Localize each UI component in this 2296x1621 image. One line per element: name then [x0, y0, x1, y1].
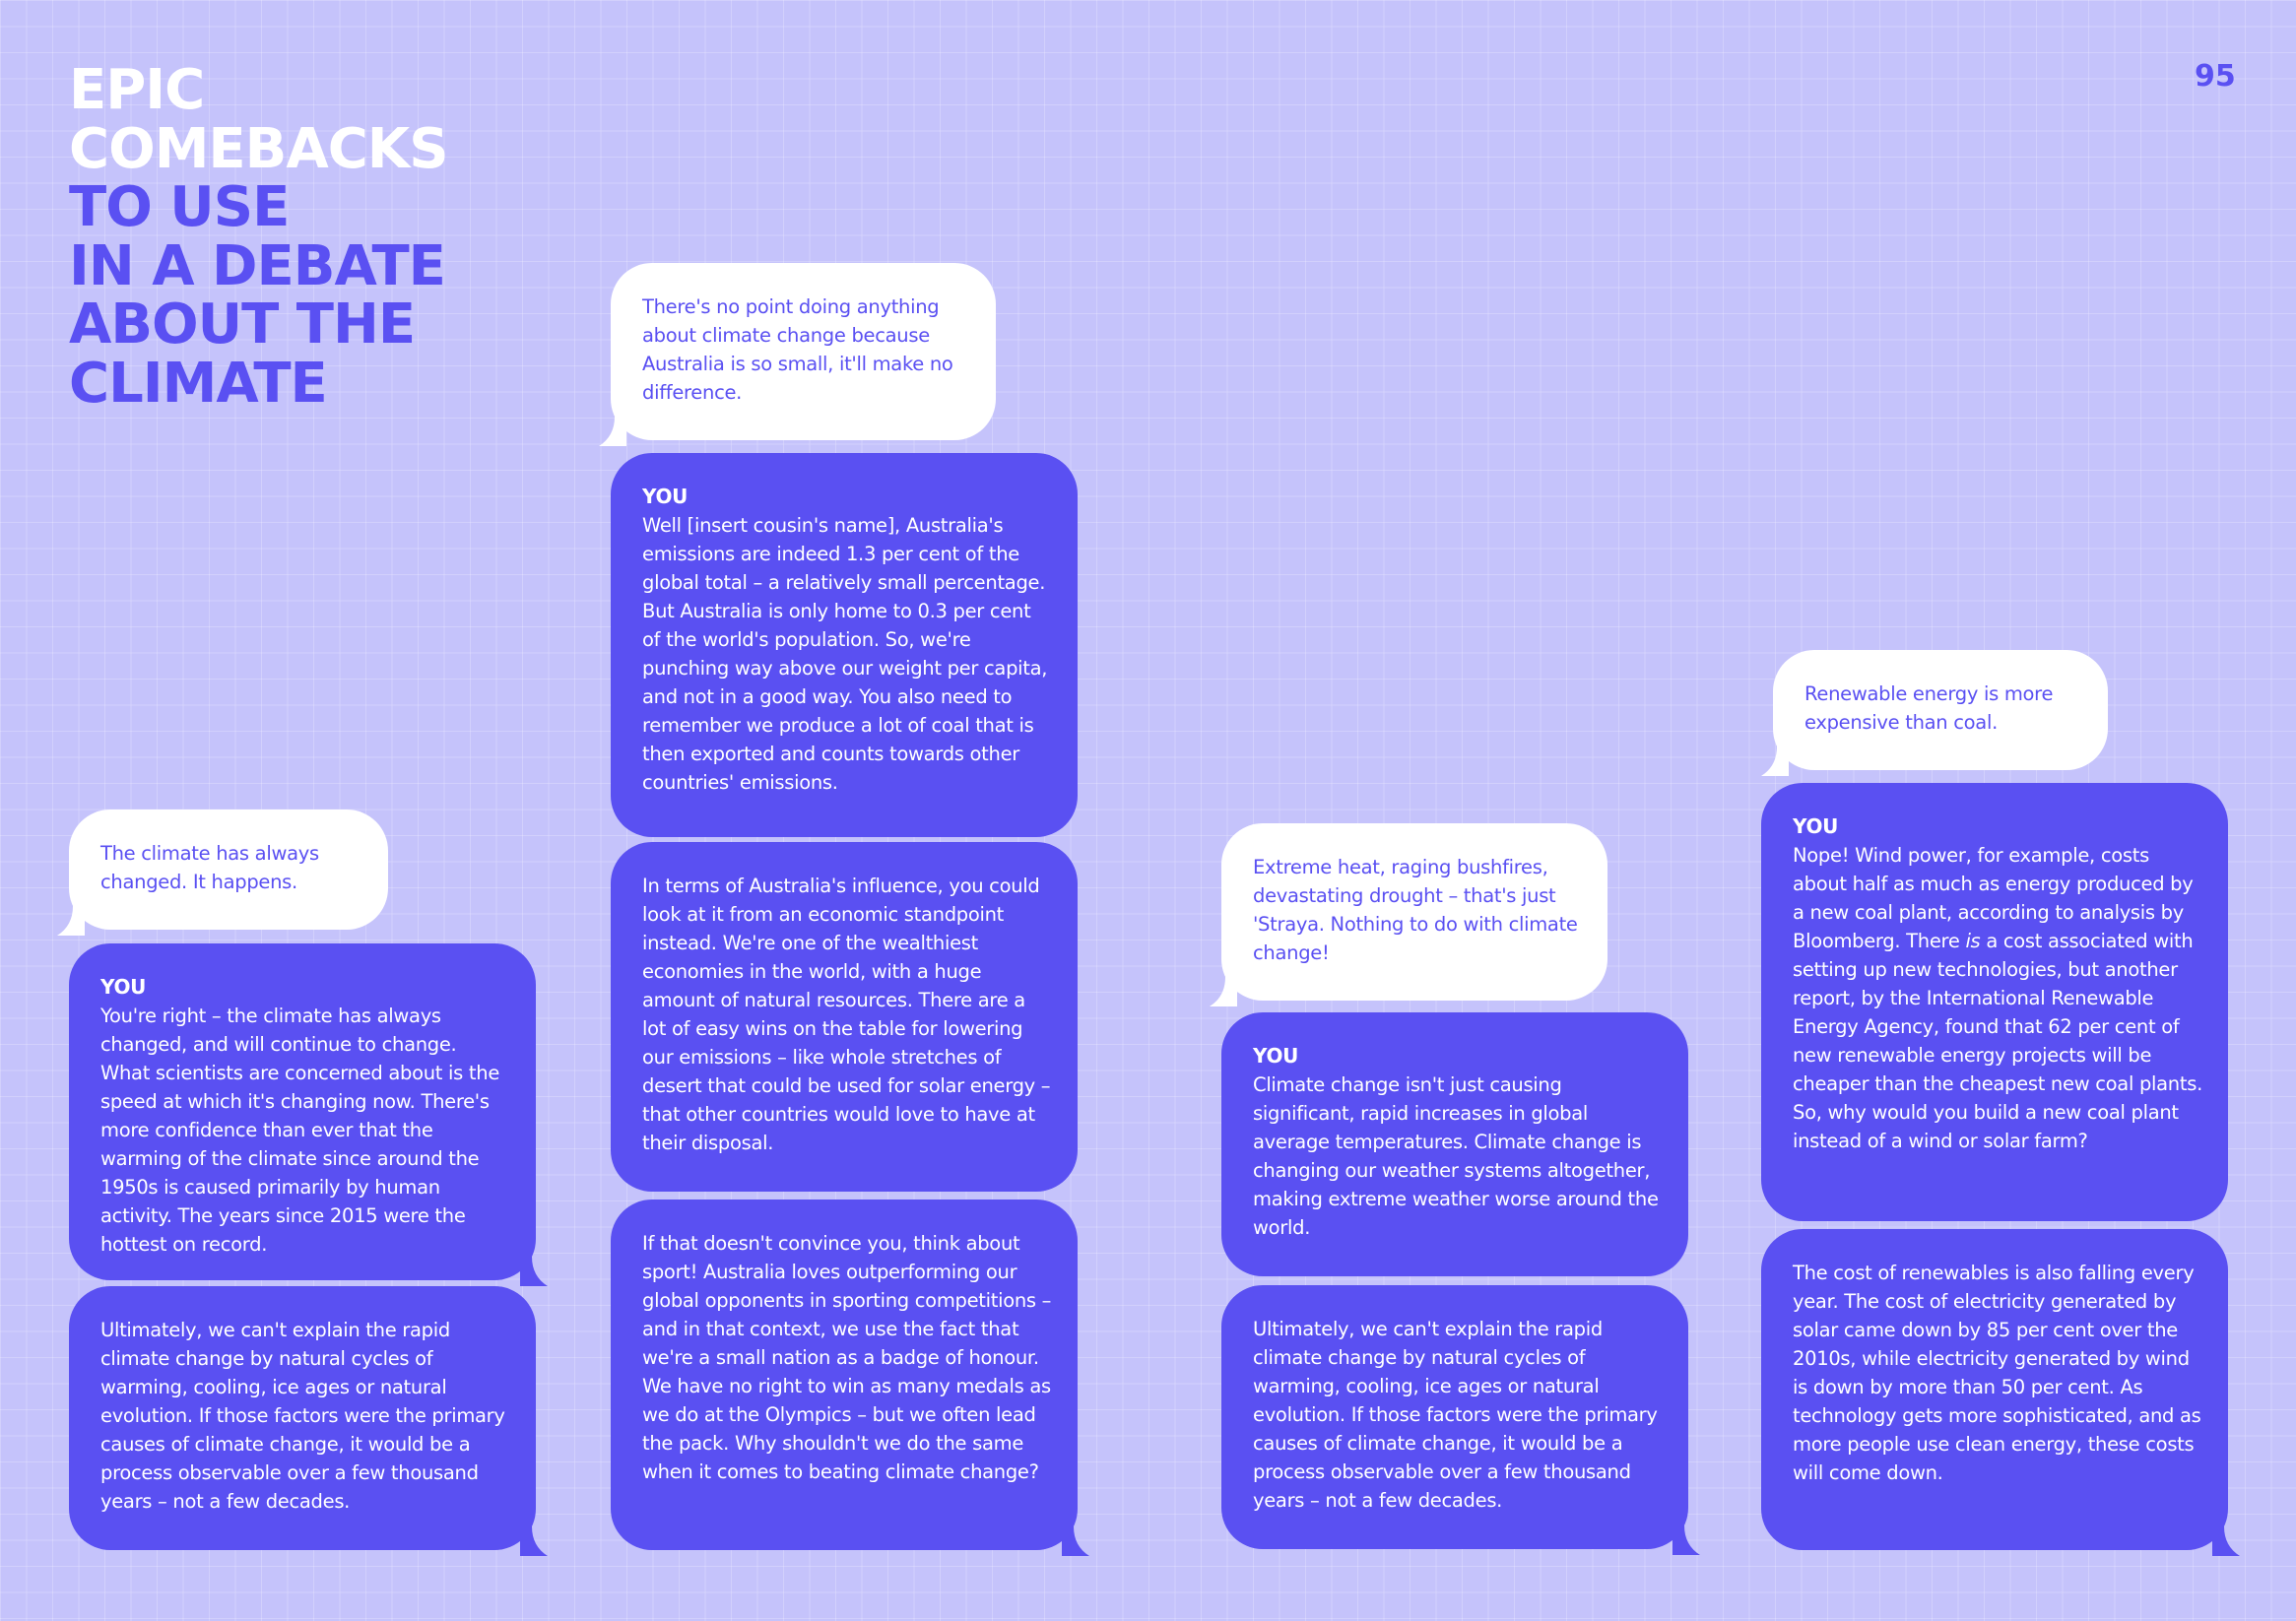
- you-label: YOU: [1793, 814, 1839, 838]
- reply-text: Climate change isn't just causing significant, rapid increases in global average temperatures. Climate change is changing our weather systems altogether, making extreme weather worse around the world.: [1253, 1073, 1659, 1239]
- speech-tail-icon: [1761, 746, 1789, 776]
- statement-bubble-extreme-heat: [1221, 823, 1607, 1001]
- speech-tail-icon: [1673, 1525, 1700, 1555]
- reply-text-part: Nope! Wind power, for example, costs about half as much as energy produced by a new coal plant, according to analysis by Bloomberg. There: [1793, 844, 2194, 952]
- reply-bubble: [611, 1200, 1078, 1550]
- speech-tail-icon: [520, 1257, 548, 1286]
- title-line: ABOUT THE: [69, 292, 416, 357]
- statement-text: There's no point doing anything about climate change because Australia is so small, it'll make no difference.: [642, 295, 953, 404]
- statement-text: Extreme heat, raging bushfires, devastating drought – that's just 'Straya. Nothing to do with climate change!: [1253, 856, 1578, 964]
- statement-bubble-australia-small: [611, 263, 996, 440]
- reply-text-part: a cost associated with setting up new technologies, but another report, by the International Renewable Energy Agency, found that 62 per cent of new renewable energy projects will be cheaper than the cheapest new coal plants. So, why would you build a new coal plant instead of a wind or solar farm?: [1793, 930, 2202, 1152]
- speech-tail-icon: [57, 906, 85, 936]
- reply-bubble: [1761, 783, 2228, 1221]
- page-number: 95: [2195, 59, 2236, 94]
- reply-text: [1793, 841, 2202, 1155]
- you-label: YOU: [1253, 1044, 1299, 1068]
- title-line: CLIMATE: [69, 351, 327, 416]
- speech-tail-icon: [599, 417, 626, 446]
- you-label: YOU: [100, 975, 147, 999]
- speech-tail-icon: [2212, 1526, 2240, 1556]
- reply-bubble: [69, 1286, 536, 1550]
- reply-text: You're right – the climate has always changed, and will continue to change. What scientists are concerned about is the speed at which it's changing now. There's more confidence than ever that the warming of the climate since around the 1950s is caused primarily by human activity. The years since 2015 were the hottest on record.: [100, 1005, 500, 1256]
- reply-bubble: [611, 842, 1078, 1192]
- reply-text: The cost of renewables is also falling every year. The cost of electricity generated by solar came down by 85 per cent over the 2010s, while electricity generated by wind is down by more than 50 per cent. As technology gets more sophisticated, and as more people use clean energy, these costs will come down.: [1793, 1262, 2201, 1484]
- statement-text: The climate has always changed. It happens.: [100, 842, 319, 893]
- statement-text: Renewable energy is more expensive than coal.: [1804, 682, 2054, 734]
- reply-bubble: [1761, 1229, 2228, 1550]
- statement-bubble-renewable-expensive: [1773, 650, 2108, 770]
- title-line: TO USE: [69, 175, 290, 239]
- reply-text: Well [insert cousin's name], Australia's emissions are indeed 1.3 per cent of the global total – a relatively small percentage. But Australia is only home to 0.3 per cent of the world's population. So, we're punching way above our weight per capita, and not in a good way. You also need to remember we produce a lot of coal that is then exported and counts towards other countries' emissions.: [642, 514, 1048, 794]
- reply-text-emphasis: is: [1965, 930, 1981, 952]
- statement-bubble-climate-always-changed: [69, 810, 388, 930]
- reply-bubble: [1221, 1012, 1688, 1276]
- reply-text: Ultimately, we can't explain the rapid climate change by natural cycles of warming, cooling, ice ages or natural evolution. If those factors were the primary causes of climate change, it would be a process observable over a few thousand years – not a few decades.: [100, 1319, 505, 1513]
- reply-bubble: [611, 453, 1078, 837]
- reply-text: If that doesn't convince you, think about sport! Australia loves outperforming our global opponents in sporting competitions – and in that context, we use the fact that we're a small nation as a badge of honour. We have no right to win as many medals as we do at the Olympics – but we often lead the pack. Why shouldn't we do the same when it comes to beating climate change?: [642, 1232, 1052, 1483]
- title-line: IN A DEBATE: [69, 233, 445, 298]
- title-line: COMEBACKS: [69, 116, 448, 181]
- reply-bubble: [1221, 1285, 1688, 1549]
- page-title: [69, 58, 448, 416]
- speech-tail-icon: [1062, 1526, 1089, 1556]
- you-label: YOU: [642, 485, 689, 508]
- reply-text: In terms of Australia's influence, you could look at it from an economic standpoint instead. We're one of the wealthiest economies in the world, with a huge amount of natural resources. There are a lot of easy wins on the table for lowering our emissions – like whole stretches of desert that could be used for solar energy – that other countries would love to have at their disposal.: [642, 875, 1051, 1154]
- speech-tail-icon: [1210, 977, 1237, 1006]
- speech-tail-icon: [520, 1526, 548, 1556]
- title-line: EPIC: [69, 58, 205, 122]
- reply-text: Ultimately, we can't explain the rapid climate change by natural cycles of warming, cooling, ice ages or natural evolution. If those factors were the primary causes of climate change, it would be a process observable over a few thousand years – not a few decades.: [1253, 1318, 1658, 1512]
- reply-bubble: [69, 943, 536, 1280]
